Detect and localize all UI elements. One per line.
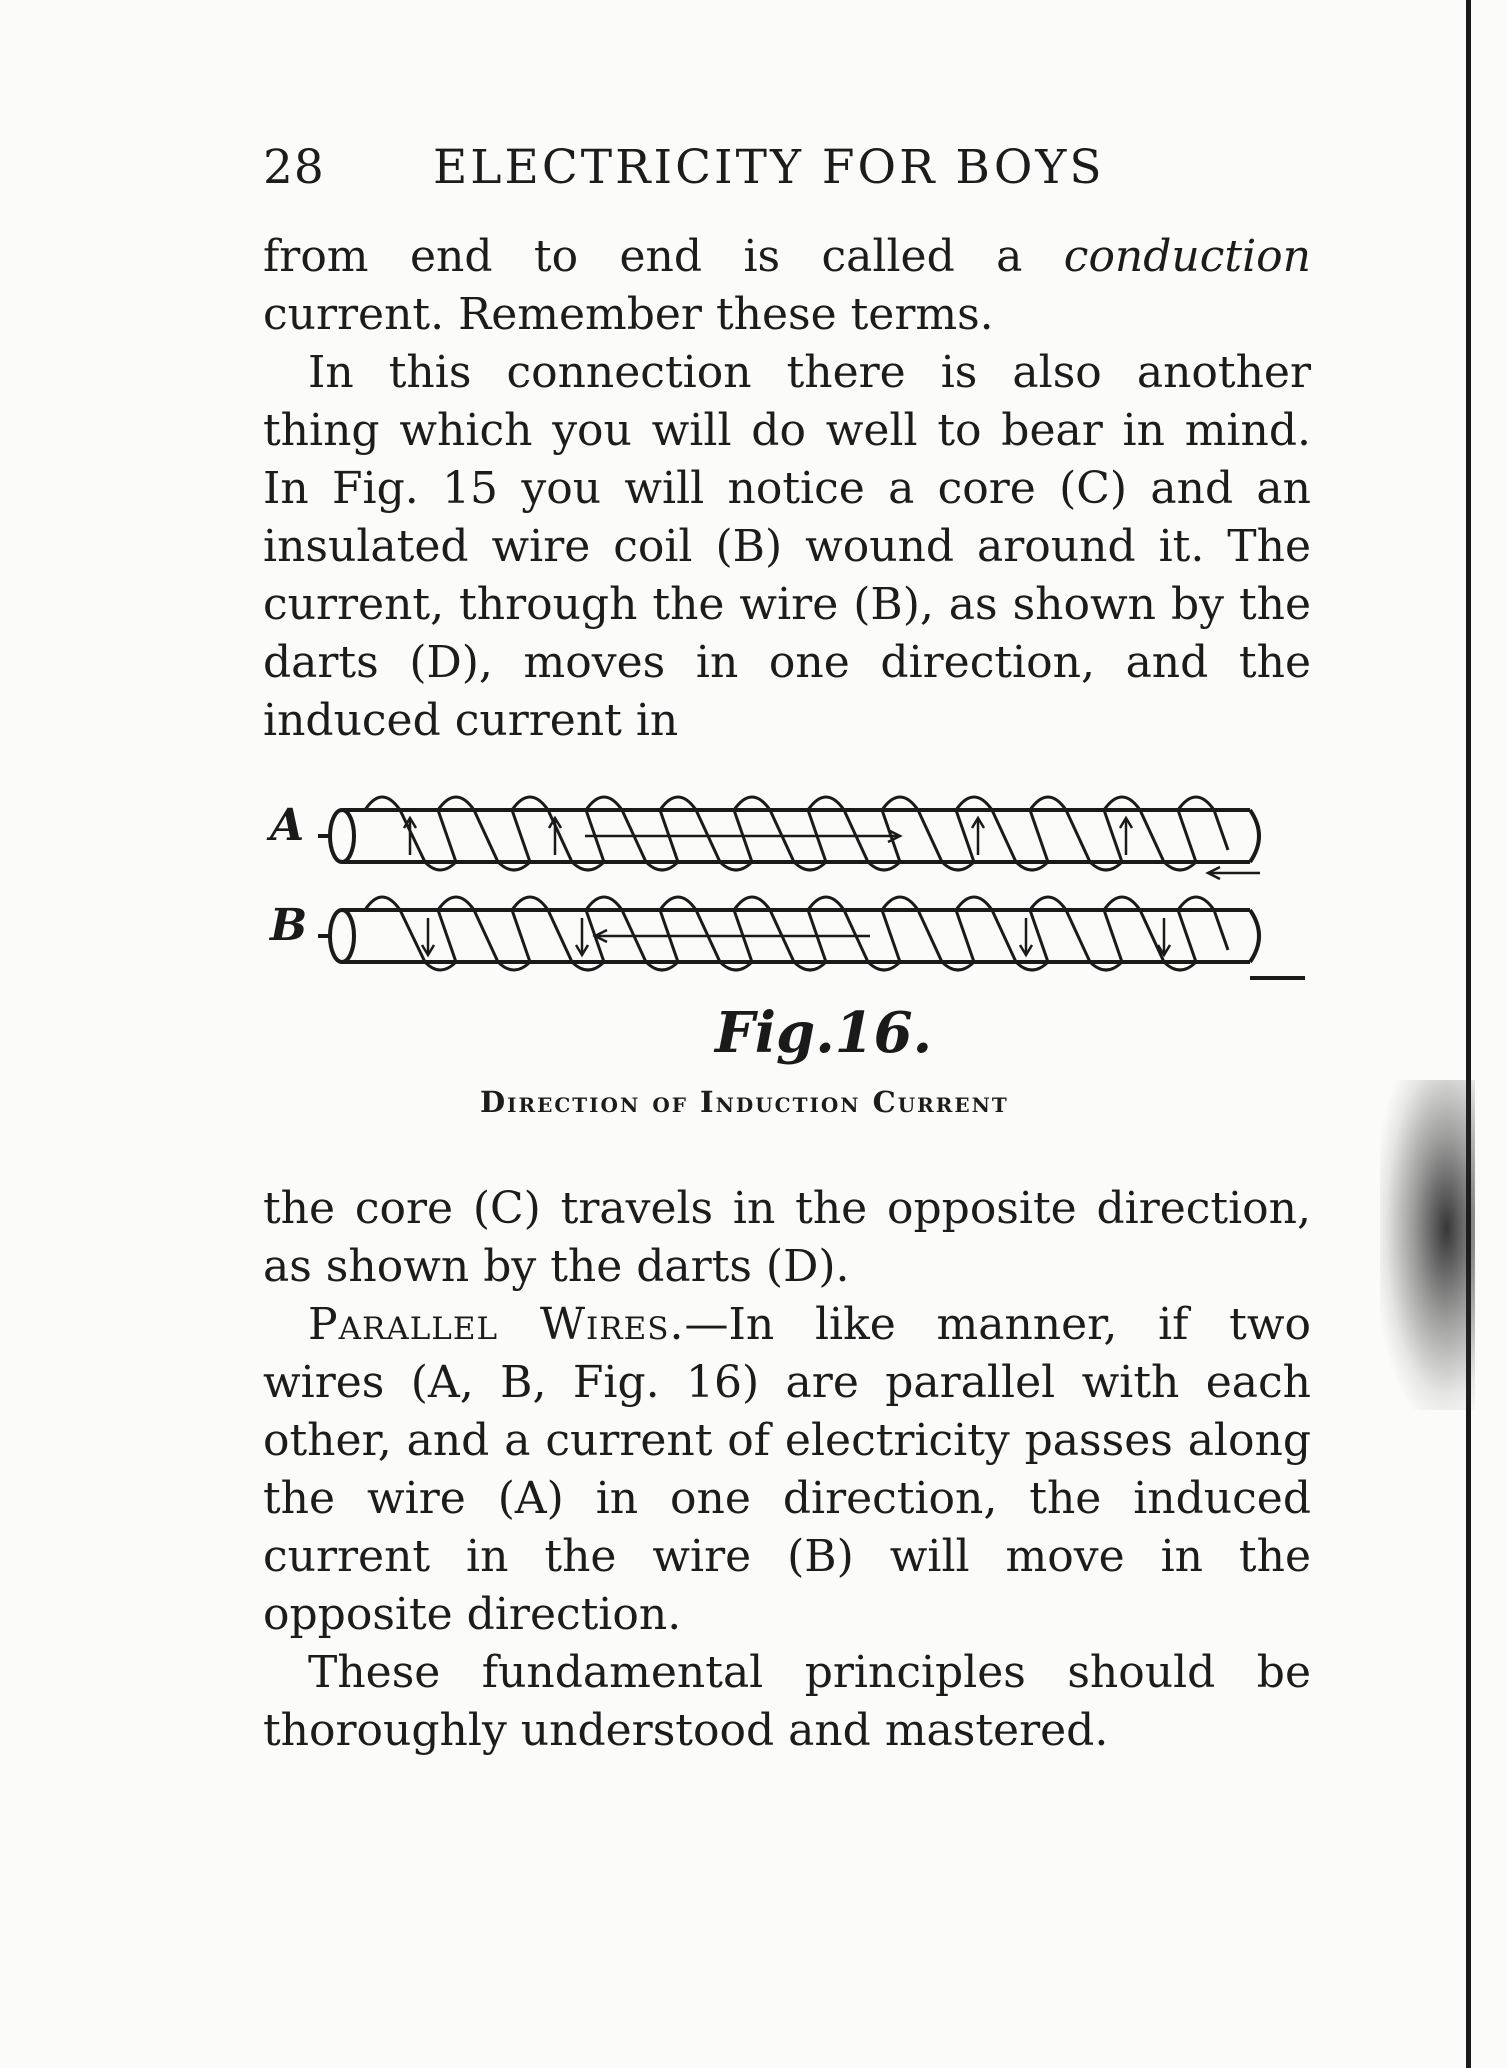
- figure-label: Fig.16.: [715, 1000, 933, 1066]
- paragraph-fundamental-principles: These fundamental principles should be thoroughly understood and mastered.: [263, 1647, 1311, 1756]
- binding-edge-line: [1466, 0, 1471, 2068]
- paragraph-parallel-wires: [263, 1296, 1311, 1644]
- paragraph-conduction: [263, 228, 1311, 344]
- wire-b-coil: [365, 897, 1228, 970]
- figure-16-diagram: [260, 770, 1320, 1030]
- ink-smudge: [1380, 1080, 1475, 1410]
- page-number: 28: [263, 140, 325, 195]
- wire-b-label: B: [270, 900, 308, 951]
- wire-b-direction-arrows: [422, 918, 1170, 955]
- page-header: [263, 140, 1123, 200]
- wire-a-coil: [365, 797, 1228, 870]
- paragraph-core-direction: the core (C) travels in the opposite direction, as shown by the darts (D).: [263, 1183, 1311, 1292]
- wire-a-label: A: [270, 800, 305, 851]
- bottom-text-block: [263, 1180, 1311, 1760]
- paragraph-core-coil: In this connection there is also another thing which you will do well to bear in mind. In Fig. 15 you will notice a core (C) and an insulated wire coil (B) wound around it. The current, through the wire (B), as shown by the darts (D), moves in one direction, and the induced current in: [263, 347, 1311, 746]
- paragraph-text: —In like manner, if two wires (A, B, Fig. 16) are parallel with each other, and a current of electricity passes along the wire (A) in one direction, the induced current in the wire (B) will move in the opposite direction.: [263, 1299, 1311, 1640]
- top-text-block: [263, 228, 1311, 750]
- section-lead-parallel-wires: Parallel Wires.: [308, 1299, 685, 1350]
- paragraph-text: from end to end is called a: [263, 231, 1064, 282]
- running-title: ELECTRICITY FOR BOYS: [433, 140, 1105, 195]
- wire-a-direction-arrows: [404, 818, 1260, 879]
- figure-caption: Direction of Induction Current: [480, 1085, 1009, 1119]
- italic-term-conduction: conduction: [1063, 231, 1311, 282]
- paragraph-text: current. Remember these terms.: [263, 289, 994, 340]
